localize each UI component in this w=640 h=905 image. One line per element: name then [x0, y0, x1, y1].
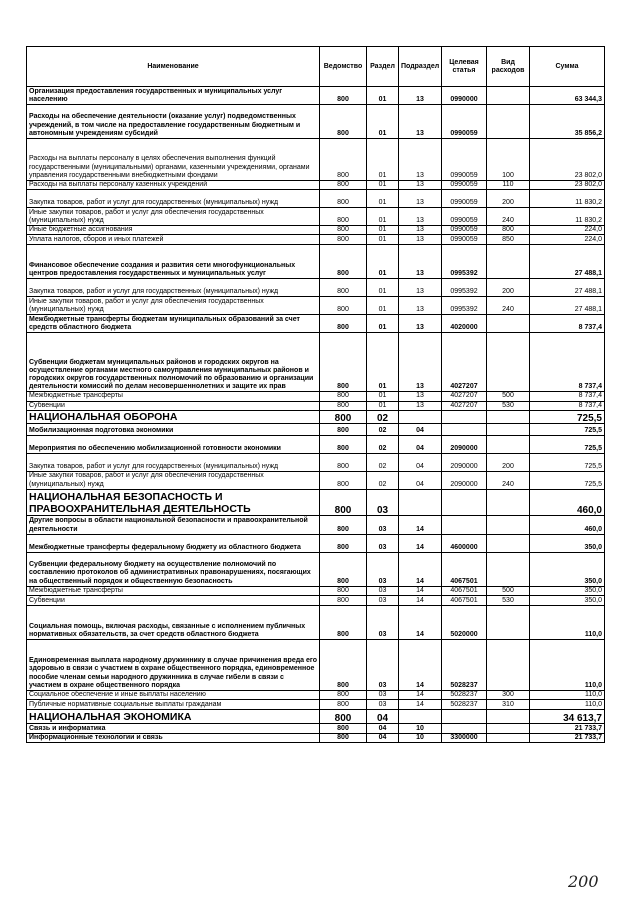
cell-target: 4067501 [442, 586, 487, 595]
cell-name: Иные закупки товаров, работ и услуг для обеспечения государственных (муниципальных) нужд [27, 471, 320, 489]
cell-sum: 725,5 [530, 423, 605, 435]
cell-name: Межбюджетные трансферты бюджетам муниципальных образований за счет средств областного бюджета [27, 315, 320, 333]
cell-name: НАЦИОНАЛЬНАЯ ЭКОНОМИКА [27, 710, 320, 724]
header-exp-type: Вид расходов [487, 47, 530, 87]
cell-dept: 800 [320, 471, 367, 489]
table-row [27, 734, 605, 743]
cell-exp-type: 850 [487, 235, 530, 245]
cell-target: 3300000 [442, 734, 487, 743]
cell-exp-type: 200 [487, 279, 530, 297]
cell-dept: 800 [320, 190, 367, 208]
cell-section: 01 [367, 401, 399, 410]
cell-section: 03 [367, 489, 399, 515]
cell-target: 5028237 [442, 691, 487, 700]
table-row [27, 596, 605, 606]
cell-target: 2090000 [442, 453, 487, 471]
cell-sum: 350,0 [530, 534, 605, 552]
table-row [27, 423, 605, 435]
cell-section: 03 [367, 640, 399, 691]
cell-dept: 800 [320, 401, 367, 410]
header-sum: Сумма [530, 47, 605, 87]
table-row [27, 401, 605, 410]
cell-subsection: 13 [399, 208, 442, 226]
header-section: Раздел [367, 47, 399, 87]
table-row [27, 226, 605, 235]
cell-target [442, 710, 487, 724]
cell-dept: 800 [320, 226, 367, 235]
table-row [27, 606, 605, 640]
cell-name: Связь и информатика [27, 724, 320, 734]
cell-section: 01 [367, 279, 399, 297]
cell-target [442, 410, 487, 423]
cell-exp-type: 110 [487, 181, 530, 190]
cell-dept: 800 [320, 315, 367, 333]
table-row [27, 315, 605, 333]
cell-sum: 350,0 [530, 586, 605, 595]
cell-dept: 800 [320, 724, 367, 734]
cell-sum: 11 830,2 [530, 208, 605, 226]
cell-name: Межбюджетные трансферты федеральному бюджету из областного бюджета [27, 534, 320, 552]
cell-target [442, 423, 487, 435]
cell-sum: 8 737,4 [530, 333, 605, 392]
cell-sum: 725,5 [530, 410, 605, 423]
header-name: Наименование [27, 47, 320, 87]
cell-exp-type [487, 410, 530, 423]
cell-exp-type [487, 606, 530, 640]
cell-subsection: 04 [399, 471, 442, 489]
cell-sum: 224,0 [530, 226, 605, 235]
cell-subsection: 13 [399, 315, 442, 333]
table-row [27, 190, 605, 208]
cell-section: 04 [367, 734, 399, 743]
cell-sum: 34 613,7 [530, 710, 605, 724]
cell-target: 5020000 [442, 606, 487, 640]
cell-subsection: 13 [399, 392, 442, 401]
table-row [27, 471, 605, 489]
cell-exp-type [487, 435, 530, 453]
cell-target: 0990059 [442, 235, 487, 245]
cell-name: Субвенции федеральному бюджету на осуществление полномочий по составлению протоколов об административных правонарушениях, посягающих на общественный порядок и общественную безопасность [27, 552, 320, 586]
cell-exp-type: 530 [487, 401, 530, 410]
cell-section: 01 [367, 139, 399, 181]
cell-name: НАЦИОНАЛЬНАЯ ОБОРОНА [27, 410, 320, 423]
cell-exp-type [487, 710, 530, 724]
cell-sum: 21 733,7 [530, 734, 605, 743]
cell-target: 0990059 [442, 190, 487, 208]
cell-exp-type: 200 [487, 190, 530, 208]
cell-dept: 800 [320, 423, 367, 435]
cell-section: 01 [367, 87, 399, 105]
cell-name: Расходы на выплаты персоналу казенных учреждений [27, 181, 320, 190]
table-row [27, 515, 605, 534]
cell-dept: 800 [320, 235, 367, 245]
cell-exp-type: 800 [487, 226, 530, 235]
cell-dept: 800 [320, 297, 367, 315]
cell-target: 4027207 [442, 392, 487, 401]
cell-section: 01 [367, 297, 399, 315]
cell-target: 4027207 [442, 333, 487, 392]
cell-exp-type [487, 245, 530, 279]
cell-sum: 8 737,4 [530, 401, 605, 410]
cell-sum: 21 733,7 [530, 724, 605, 734]
cell-section: 01 [367, 245, 399, 279]
cell-target: 4027207 [442, 401, 487, 410]
cell-dept: 800 [320, 596, 367, 606]
cell-target: 5028237 [442, 700, 487, 710]
cell-subsection: 13 [399, 105, 442, 139]
cell-name: Мероприятия по обеспечению мобилизационной готовности экономики [27, 435, 320, 453]
cell-target: 0990000 [442, 87, 487, 105]
cell-dept: 800 [320, 410, 367, 423]
cell-section: 03 [367, 534, 399, 552]
cell-dept: 800 [320, 181, 367, 190]
cell-sum: 460,0 [530, 515, 605, 534]
header-dept: Ведомство [320, 47, 367, 87]
cell-subsection: 04 [399, 423, 442, 435]
cell-sum: 8 737,4 [530, 392, 605, 401]
cell-dept: 800 [320, 435, 367, 453]
cell-sum: 224,0 [530, 235, 605, 245]
cell-sum: 110,0 [530, 691, 605, 700]
table-row [27, 245, 605, 279]
cell-dept: 800 [320, 489, 367, 515]
cell-subsection: 14 [399, 606, 442, 640]
cell-sum: 725,5 [530, 435, 605, 453]
cell-exp-type [487, 333, 530, 392]
cell-dept: 800 [320, 552, 367, 586]
cell-dept: 800 [320, 691, 367, 700]
cell-subsection [399, 410, 442, 423]
cell-exp-type: 310 [487, 700, 530, 710]
cell-exp-type [487, 724, 530, 734]
cell-section: 03 [367, 596, 399, 606]
cell-exp-type [487, 87, 530, 105]
cell-target: 4067501 [442, 596, 487, 606]
cell-target: 0990059 [442, 139, 487, 181]
page-number: 200 [568, 872, 599, 891]
cell-dept: 800 [320, 87, 367, 105]
cell-section: 03 [367, 552, 399, 586]
header-target: Целевая статья [442, 47, 487, 87]
cell-sum: 460,0 [530, 489, 605, 515]
cell-name: Иные закупки товаров, работ и услуг для обеспечения государственных (муниципальных) нужд [27, 208, 320, 226]
cell-section: 01 [367, 208, 399, 226]
table-header [27, 47, 605, 87]
cell-sum: 350,0 [530, 596, 605, 606]
cell-exp-type: 500 [487, 586, 530, 595]
table-row [27, 640, 605, 691]
cell-sum: 27 488,1 [530, 297, 605, 315]
cell-name: Социальная помощь, включая расходы, связанные с исполнением публичных нормативных обязательств, за счет средств областного бюджета [27, 606, 320, 640]
cell-section: 03 [367, 586, 399, 595]
cell-subsection: 13 [399, 333, 442, 392]
cell-section: 01 [367, 226, 399, 235]
cell-subsection: 14 [399, 640, 442, 691]
table-row [27, 534, 605, 552]
cell-exp-type [487, 640, 530, 691]
cell-section: 02 [367, 410, 399, 423]
cell-dept: 800 [320, 453, 367, 471]
cell-subsection: 13 [399, 297, 442, 315]
cell-name: Межбюджетные трансферты [27, 392, 320, 401]
cell-section: 02 [367, 435, 399, 453]
cell-name: Расходы на обеспечение деятельности (оказание услуг) подведомственных учреждений, в том числе на предоставление государственным бюджетным и автономным учреждениям субсидий [27, 105, 320, 139]
cell-target: 0995392 [442, 279, 487, 297]
cell-name: Расходы на выплаты персоналу в целях обеспечения выполнения функций государственными (муниципальными) органами, казенными учреждениями, органами управления государственными внебюджетными фондами [27, 139, 320, 181]
cell-subsection: 13 [399, 401, 442, 410]
cell-subsection: 10 [399, 724, 442, 734]
header-subsection: Подраздел [399, 47, 442, 87]
cell-exp-type [487, 315, 530, 333]
table-row [27, 586, 605, 595]
cell-sum: 27 488,1 [530, 279, 605, 297]
cell-exp-type: 500 [487, 392, 530, 401]
cell-section: 01 [367, 105, 399, 139]
cell-name: Публичные нормативные социальные выплаты гражданам [27, 700, 320, 710]
cell-dept: 800 [320, 586, 367, 595]
cell-subsection: 14 [399, 700, 442, 710]
cell-dept: 800 [320, 734, 367, 743]
cell-sum: 350,0 [530, 552, 605, 586]
cell-name: Закупка товаров, работ и услуг для государственных (муниципальных) нужд [27, 279, 320, 297]
cell-section: 01 [367, 333, 399, 392]
cell-target: 4067501 [442, 552, 487, 586]
cell-dept: 800 [320, 534, 367, 552]
cell-subsection: 13 [399, 87, 442, 105]
table-row [27, 208, 605, 226]
cell-target: 0990059 [442, 105, 487, 139]
table-row [27, 279, 605, 297]
cell-section: 04 [367, 710, 399, 724]
cell-target [442, 489, 487, 515]
cell-name: Субвенции [27, 401, 320, 410]
cell-name: Межбюджетные трансферты [27, 586, 320, 595]
cell-name: Организация предоставления государственных и муниципальных услуг населению [27, 87, 320, 105]
cell-subsection [399, 710, 442, 724]
cell-section: 03 [367, 606, 399, 640]
cell-target: 2090000 [442, 471, 487, 489]
budget-table [26, 46, 605, 743]
cell-exp-type: 240 [487, 297, 530, 315]
cell-subsection: 14 [399, 534, 442, 552]
cell-section: 04 [367, 724, 399, 734]
cell-name: Другие вопросы в области национальной безопасности и правоохранительной деятельности [27, 515, 320, 534]
cell-dept: 800 [320, 208, 367, 226]
cell-subsection: 14 [399, 596, 442, 606]
cell-sum: 23 802,0 [530, 181, 605, 190]
cell-name: Иные бюджетные ассигнования [27, 226, 320, 235]
cell-name: Уплата налогов, сборов и иных платежей [27, 235, 320, 245]
cell-sum: 725,5 [530, 453, 605, 471]
cell-subsection: 13 [399, 139, 442, 181]
cell-target: 4020000 [442, 315, 487, 333]
cell-exp-type [487, 489, 530, 515]
cell-name: Социальное обеспечение и иные выплаты населению [27, 691, 320, 700]
cell-target: 0990059 [442, 181, 487, 190]
cell-subsection: 13 [399, 181, 442, 190]
cell-subsection: 14 [399, 691, 442, 700]
cell-sum: 35 856,2 [530, 105, 605, 139]
cell-dept: 800 [320, 710, 367, 724]
cell-section: 01 [367, 235, 399, 245]
table-row [27, 489, 605, 515]
cell-name: НАЦИОНАЛЬНАЯ БЕЗОПАСНОСТЬ И ПРАВООХРАНИТЕЛЬНАЯ ДЕЯТЕЛЬНОСТЬ [27, 489, 320, 515]
cell-exp-type: 240 [487, 208, 530, 226]
cell-sum: 11 830,2 [530, 190, 605, 208]
cell-name: Субвенции [27, 596, 320, 606]
cell-subsection: 04 [399, 435, 442, 453]
cell-name: Закупка товаров, работ и услуг для государственных (муниципальных) нужд [27, 453, 320, 471]
cell-subsection: 04 [399, 453, 442, 471]
cell-dept: 800 [320, 515, 367, 534]
cell-dept: 800 [320, 279, 367, 297]
cell-target: 0990059 [442, 208, 487, 226]
cell-target [442, 515, 487, 534]
cell-section: 01 [367, 181, 399, 190]
cell-subsection: 14 [399, 586, 442, 595]
cell-target: 0995392 [442, 297, 487, 315]
cell-exp-type [487, 734, 530, 743]
cell-sum: 27 488,1 [530, 245, 605, 279]
cell-subsection: 14 [399, 552, 442, 586]
cell-exp-type [487, 105, 530, 139]
cell-subsection: 13 [399, 279, 442, 297]
cell-exp-type [487, 423, 530, 435]
cell-subsection: 13 [399, 245, 442, 279]
table-row [27, 691, 605, 700]
table-row [27, 392, 605, 401]
cell-dept: 800 [320, 333, 367, 392]
cell-section: 02 [367, 471, 399, 489]
cell-name: Закупка товаров, работ и услуг для государственных (муниципальных) нужд [27, 190, 320, 208]
cell-name: Субвенции бюджетам муниципальных районов и городских округов на осуществление органами местного самоуправления муниципальных районов и городских округов государственных полномочий по образованию и организации деятельности комиссий по делам несовершеннолетних и защите их прав [27, 333, 320, 392]
cell-sum: 110,0 [530, 606, 605, 640]
table-body [27, 87, 605, 743]
cell-exp-type [487, 534, 530, 552]
cell-exp-type: 300 [487, 691, 530, 700]
table-row [27, 410, 605, 423]
cell-subsection: 10 [399, 734, 442, 743]
table-row [27, 710, 605, 724]
table-row [27, 235, 605, 245]
cell-target: 5028237 [442, 640, 487, 691]
cell-section: 03 [367, 515, 399, 534]
table-row [27, 435, 605, 453]
cell-subsection: 13 [399, 190, 442, 208]
table-row [27, 87, 605, 105]
table-row [27, 700, 605, 710]
cell-sum: 110,0 [530, 700, 605, 710]
cell-sum: 63 344,3 [530, 87, 605, 105]
cell-section: 01 [367, 190, 399, 208]
cell-target [442, 724, 487, 734]
cell-section: 01 [367, 392, 399, 401]
table-row [27, 181, 605, 190]
cell-name: Единовременная выплата народному дружиннику в случае причинения вреда его здоровью в связи с участием в охране общественного порядка, единовременное пособие членам семьи народного дружинника в случае гибели в связи с участием в охране общественного порядка [27, 640, 320, 691]
table-row [27, 453, 605, 471]
table-row [27, 297, 605, 315]
cell-sum: 725,5 [530, 471, 605, 489]
cell-section: 03 [367, 700, 399, 710]
cell-name: Информационные технологии и связь [27, 734, 320, 743]
cell-name: Мобилизационная подготовка экономики [27, 423, 320, 435]
cell-dept: 800 [320, 700, 367, 710]
cell-section: 02 [367, 423, 399, 435]
table-row [27, 105, 605, 139]
cell-dept: 800 [320, 606, 367, 640]
table-row [27, 333, 605, 392]
cell-sum: 23 802,0 [530, 139, 605, 181]
table-row [27, 139, 605, 181]
cell-exp-type [487, 552, 530, 586]
cell-exp-type: 200 [487, 453, 530, 471]
cell-section: 01 [367, 315, 399, 333]
cell-target: 4600000 [442, 534, 487, 552]
cell-target: 0995392 [442, 245, 487, 279]
cell-name: Финансовое обеспечение создания и развития сети многофункциональных центров предоставления государственных и муниципальных услуг [27, 245, 320, 279]
cell-subsection: 14 [399, 515, 442, 534]
table-row [27, 724, 605, 734]
cell-target: 2090000 [442, 435, 487, 453]
cell-section: 02 [367, 453, 399, 471]
cell-sum: 110,0 [530, 640, 605, 691]
cell-subsection: 13 [399, 226, 442, 235]
cell-dept: 800 [320, 392, 367, 401]
cell-dept: 800 [320, 640, 367, 691]
cell-name: Иные закупки товаров, работ и услуг для обеспечения государственных (муниципальных) нужд [27, 297, 320, 315]
cell-exp-type: 100 [487, 139, 530, 181]
cell-dept: 800 [320, 105, 367, 139]
cell-dept: 800 [320, 139, 367, 181]
cell-subsection: 13 [399, 235, 442, 245]
cell-section: 03 [367, 691, 399, 700]
table-row [27, 552, 605, 586]
cell-sum: 8 737,4 [530, 315, 605, 333]
cell-dept: 800 [320, 245, 367, 279]
cell-exp-type: 240 [487, 471, 530, 489]
cell-exp-type: 530 [487, 596, 530, 606]
cell-target: 0990059 [442, 226, 487, 235]
cell-exp-type [487, 515, 530, 534]
cell-subsection [399, 489, 442, 515]
